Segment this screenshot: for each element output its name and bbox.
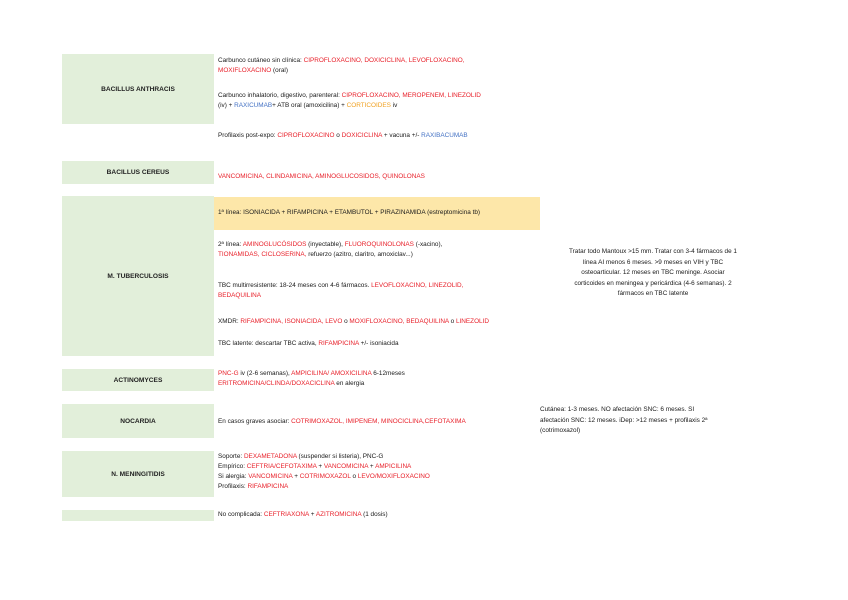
drug: RIFAMPICINA, ISONIACIDA, LEVO: [240, 318, 343, 325]
drug: VANCOMICINA: [248, 473, 293, 480]
text: (suspender si listeria), PNC-G: [296, 453, 384, 460]
note-line: afectación SNC: 12 meses. iDep: >12 meses + profilaxis 2ª: [540, 416, 708, 424]
text: o: [334, 132, 342, 139]
text: Profilaxis:: [218, 483, 248, 490]
text: Carbunco inhalatorio, digestivo, parenteral:: [218, 92, 342, 99]
note-line: línea AI menos 6 meses. >9 meses en VIH y TBC: [582, 258, 724, 266]
drug: ERITROMICINA/CLINDA/DOXACICLINA: [218, 380, 335, 387]
drug: LEVOFLOXACINO, LINEZOLID,: [371, 282, 464, 289]
drug: DOXICICLINA: [341, 132, 383, 139]
tbc-p4: [218, 317, 540, 327]
note-line: corticoides en meningea y pericárdica (4-6 semanas). 2: [574, 279, 732, 287]
label-bacillus-anthracis: [62, 54, 214, 124]
anthracis-p3: [218, 131, 540, 141]
cereus-text: VANCOMICINA, CLINDAMICINA, AMINOGLUCOSIDOS, QUINOLONAS: [218, 173, 425, 180]
drug: AZITROMICINA: [315, 511, 362, 518]
text: +/- isoniacida: [358, 340, 399, 347]
text: + ATB oral (amoxicilina) +: [272, 102, 347, 109]
note-line: osteoarticular. 12 meses en TBC meninge. Asociar: [581, 269, 725, 276]
anthracis-p2: [218, 91, 540, 111]
drug: RAXICUMAB: [234, 102, 273, 109]
label-text: ACTINOMYCES: [113, 376, 163, 384]
label-text: BACILLUS ANTHRACIS: [101, 85, 175, 93]
drug: CIPROFLOXACINO: [277, 132, 335, 139]
text: (oral): [271, 67, 288, 74]
drug: RIFAMPICINA: [247, 483, 289, 490]
text: Soporte:: [218, 453, 244, 460]
drug: CEFTRIAXONA: [263, 511, 309, 518]
drug: DEXAMETADONA: [243, 453, 297, 460]
text: Empírico:: [218, 463, 247, 470]
note-line: Cutánea: 1-3 meses. NO afectación SNC: 6 meses. SI: [540, 406, 695, 413]
label-text: NOCARDIA: [120, 417, 156, 425]
drug: PNC-G: [218, 370, 239, 377]
text: refuerzo (azitro, claritro, amoxiclav...): [306, 251, 413, 258]
text: (1 dosis): [361, 511, 388, 518]
text: TBC multirresistente: 18-24 meses con 4-6 fármacos.: [218, 282, 372, 289]
text: o: [350, 473, 358, 480]
drug: RAXIBACUMAB: [421, 132, 468, 139]
drug: AMPICILINA/ AMOXICILINA: [291, 370, 372, 377]
note-line: fármacos en TBC latente: [617, 290, 689, 297]
text: +: [308, 511, 316, 518]
tbc-p5: [218, 339, 540, 349]
text: 6-12meses: [371, 370, 405, 377]
text: +: [292, 473, 300, 480]
note-line: Tratar todo Mantoux >15 mm. Tratar con 3-4 fármacos de 1: [569, 248, 737, 255]
drug: COTRIMOXAZOL, IMIPENEM, MINOCICLINA,CEFOTAXIMA: [291, 418, 466, 425]
drug: CIPROFLOXACINO, MEROPENEM, LINEZOLID: [341, 92, 481, 99]
text: Carbunco cutáneo sin clínica:: [218, 57, 304, 64]
label-text: BACILLUS CEREUS: [106, 169, 170, 176]
text: iv (2-6 semanas),: [238, 370, 292, 377]
drug: MOXIFLOXACINO: [218, 67, 272, 74]
text: Si alergia:: [218, 473, 249, 480]
tbc-p2: [218, 240, 540, 260]
text: +: [316, 463, 324, 470]
drug: LEVO/MOXIFLOXACINO: [357, 473, 430, 480]
text: (-xacino),: [413, 241, 443, 248]
text: 2ª línea:: [218, 241, 243, 248]
last-row-text: [218, 510, 540, 520]
text: +: [368, 463, 376, 470]
drug: CORTICOIDES: [346, 102, 391, 109]
drug: CIPROFLOXACINO, DOXICICLINA, LEVOFLOXACINO,: [303, 57, 465, 64]
text: o: [342, 318, 350, 325]
anthracis-p1: [218, 56, 540, 76]
text: en alergia: [334, 380, 365, 387]
tbc-note: [538, 247, 768, 300]
text: iv: [390, 102, 398, 109]
note-line: (cotrimoxazol): [540, 427, 581, 434]
drug: TIONAMIDAS, CICLOSERINA,: [218, 251, 307, 258]
nocardia-note: [540, 405, 780, 437]
actino-text: [218, 369, 540, 389]
label-n-meningitidis: [62, 451, 214, 497]
text: (inyectable),: [306, 241, 345, 248]
text: No complicada:: [218, 511, 264, 518]
text: (iv) +: [218, 102, 235, 109]
tbc-p3: [218, 281, 540, 301]
label-actinomyces: [62, 369, 214, 391]
label-empty-bar: [62, 510, 214, 521]
label-m-tuberculosis: [62, 196, 214, 356]
drug: BEDAQUILINA: [218, 292, 261, 299]
drug: LINEZOLID: [455, 318, 489, 325]
text: En casos graves asociar:: [218, 418, 292, 425]
label-text: N. MENINGITIDIS: [111, 470, 165, 478]
nocardia-text: [218, 417, 540, 427]
drug: MOXIFLOXACINO, BEDAQUILINA: [349, 318, 449, 325]
drug: CEFTRIA/CEFOTAXIMA: [246, 463, 317, 470]
drug: AMINOGLUCÓSIDOS: [242, 241, 307, 248]
drug: COTRIMOXAZOL: [299, 473, 351, 480]
drug: AMPICILINA: [375, 463, 412, 470]
meningitidis-text: [218, 452, 540, 492]
text: Profilaxis post-expo:: [218, 132, 278, 139]
drug: RIFAMPICINA: [318, 340, 359, 347]
drug: VANCOMICINA: [323, 463, 369, 470]
text: XMDR:: [218, 318, 241, 325]
text: + vacuna +/-: [382, 132, 422, 139]
text: o: [448, 318, 456, 325]
tbc-p1: 1ª línea: ISONIACIDA + RIFAMPICINA + ETAMBUTOL + PIRAZINAMIDA (estreptomicina tb): [218, 209, 481, 216]
label-text: M. TUBERCULOSIS: [107, 272, 169, 280]
label-bacillus-cereus: [62, 161, 214, 184]
label-nocardia: [62, 404, 214, 438]
text: TBC latente: descartar TBC activa,: [218, 340, 319, 347]
drug: FLUOROQUINOLONAS: [344, 241, 414, 248]
